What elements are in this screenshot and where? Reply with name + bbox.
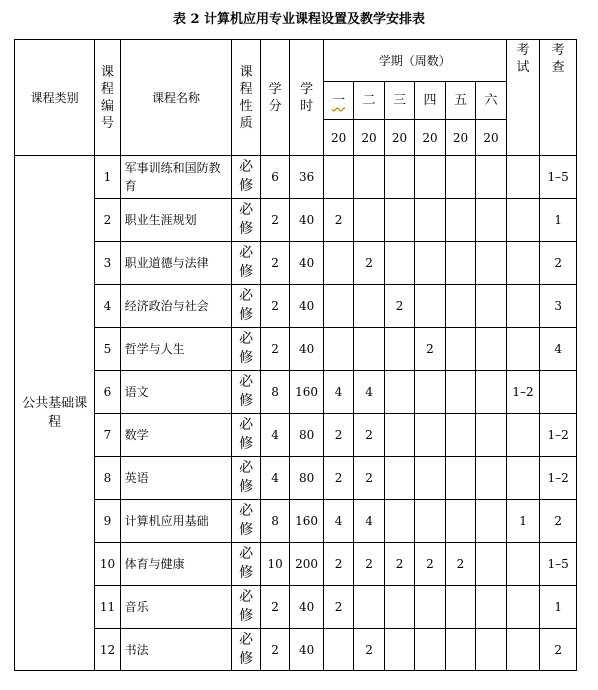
semester-cell-3	[384, 414, 414, 457]
course-credit: 4	[260, 414, 289, 457]
semester-cell-5	[445, 414, 475, 457]
exam-cell	[506, 543, 540, 586]
semester-cell-6	[476, 543, 507, 586]
semester-cell-1: 2	[323, 199, 353, 242]
semester-cell-1	[323, 156, 353, 199]
semester-cell-5: 2	[445, 543, 475, 586]
course-nature	[232, 371, 260, 414]
semester-cell-2: 4	[354, 371, 384, 414]
course-hours: 40	[290, 328, 324, 371]
exam-cell: 1–2	[506, 371, 540, 414]
semester-cell-2: 2	[354, 414, 384, 457]
semester-cell-5	[445, 156, 475, 199]
course-code: 2	[95, 199, 120, 242]
semester-cell-5	[445, 457, 475, 500]
semester-cell-2	[354, 156, 384, 199]
check-cell: 1–2	[540, 414, 577, 457]
semester-cell-3: 2	[384, 285, 414, 328]
course-nature	[232, 629, 260, 671]
semester-weeks-6: 20	[476, 120, 507, 156]
course-nature-text: 必 修	[239, 374, 254, 409]
table-title: 表 2 计算机应用专业课程设置及教学安排表	[172, 12, 426, 27]
course-nature	[232, 543, 260, 586]
course-nature-text: 必 修	[239, 546, 254, 581]
semester-cell-1: 2	[323, 543, 353, 586]
header-credit-text: 学 分	[268, 81, 282, 114]
course-hours: 40	[290, 242, 324, 285]
semester-cell-1: 4	[323, 371, 353, 414]
semester-cell-6	[476, 199, 507, 242]
semester-cell-2: 2	[354, 629, 384, 671]
exam-cell	[506, 328, 540, 371]
semester-cell-3	[384, 586, 414, 629]
table-row	[15, 285, 577, 328]
semester-cell-6	[476, 156, 507, 199]
header-exam	[506, 40, 540, 156]
course-credit: 10	[260, 543, 289, 586]
table-row	[15, 586, 577, 629]
header-category: 课程类别	[15, 40, 95, 156]
semester-cell-5	[445, 586, 475, 629]
semester-label-5: 五	[445, 82, 475, 120]
semester-cell-6	[476, 328, 507, 371]
course-hours: 36	[290, 156, 324, 199]
semester-cell-6	[476, 500, 507, 543]
exam-cell	[506, 199, 540, 242]
course-nature	[232, 242, 260, 285]
check-cell: 2	[540, 500, 577, 543]
semester-cell-5	[445, 199, 475, 242]
semester-cell-2: 4	[354, 500, 384, 543]
semester-cell-5	[445, 371, 475, 414]
course-hours: 40	[290, 629, 324, 671]
semester-cell-4	[415, 285, 445, 328]
course-hours: 160	[290, 500, 324, 543]
course-credit: 8	[260, 500, 289, 543]
course-hours: 160	[290, 371, 324, 414]
semester-cell-1	[323, 242, 353, 285]
table-row	[15, 242, 577, 285]
semester-weeks-1: 20	[323, 120, 353, 156]
semester-label-6: 六	[476, 82, 507, 120]
exam-cell	[506, 629, 540, 671]
semester-cell-3	[384, 328, 414, 371]
semester-cell-1: 2	[323, 414, 353, 457]
check-cell: 2	[540, 242, 577, 285]
check-cell	[540, 371, 577, 414]
course-nature-text: 必 修	[239, 331, 254, 366]
header-credit	[260, 40, 289, 156]
exam-cell	[506, 242, 540, 285]
course-nature-text: 必 修	[239, 589, 254, 624]
course-hours: 80	[290, 414, 324, 457]
semester-cell-4	[415, 500, 445, 543]
semester-cell-2: 2	[354, 457, 384, 500]
course-nature-text: 必 修	[239, 202, 254, 237]
course-name: 计算机应用基础	[120, 500, 232, 543]
course-credit: 8	[260, 371, 289, 414]
semester-cell-2: 2	[354, 242, 384, 285]
semester-cell-4	[415, 629, 445, 671]
course-name: 书法	[120, 629, 232, 671]
table-row	[15, 414, 577, 457]
exam-cell	[506, 414, 540, 457]
course-hours: 80	[290, 457, 324, 500]
semester-cell-4	[415, 156, 445, 199]
header-code	[95, 40, 120, 156]
semester-weeks-2: 20	[354, 120, 384, 156]
course-nature	[232, 500, 260, 543]
semester-cell-1	[323, 328, 353, 371]
course-nature	[232, 457, 260, 500]
semester-cell-6	[476, 371, 507, 414]
semester-cell-3	[384, 156, 414, 199]
exam-cell	[506, 156, 540, 199]
course-hours: 40	[290, 586, 324, 629]
course-credit: 2	[260, 629, 289, 671]
category-cell: 公共基础课程	[15, 156, 95, 671]
course-nature-text: 必 修	[239, 460, 254, 495]
check-cell: 3	[540, 285, 577, 328]
table-row	[15, 500, 577, 543]
course-name: 音乐	[120, 586, 232, 629]
table-row	[15, 543, 577, 586]
header-code-text: 课 程 编 号	[100, 64, 114, 131]
semester-cell-2	[354, 199, 384, 242]
semester-cell-5	[445, 242, 475, 285]
course-nature-text: 必 修	[239, 159, 254, 194]
table-row	[15, 457, 577, 500]
semester-cell-4	[415, 586, 445, 629]
course-code: 3	[95, 242, 120, 285]
exam-cell	[506, 285, 540, 328]
course-credit: 2	[260, 242, 289, 285]
course-nature-text: 必 修	[239, 245, 254, 280]
course-code: 1	[95, 156, 120, 199]
semester-cell-6	[476, 285, 507, 328]
semester-cell-2: 2	[354, 543, 384, 586]
course-hours: 40	[290, 285, 324, 328]
semester-cell-4	[415, 199, 445, 242]
table-row	[15, 371, 577, 414]
check-cell: 1	[540, 586, 577, 629]
semester-cell-2	[354, 586, 384, 629]
semester-cell-3	[384, 242, 414, 285]
course-name: 经济政治与社会	[120, 285, 232, 328]
course-nature-text: 必 修	[239, 631, 254, 667]
header-nature	[232, 40, 260, 156]
course-name: 职业生涯规划	[120, 199, 232, 242]
course-code: 5	[95, 328, 120, 371]
semester-label-1: 一	[323, 82, 353, 120]
exam-cell	[506, 586, 540, 629]
semester-cell-4	[415, 371, 445, 414]
semester-cell-3	[384, 457, 414, 500]
semester-cell-4: 2	[415, 328, 445, 371]
semester-cell-2	[354, 285, 384, 328]
course-credit: 2	[260, 285, 289, 328]
semester-cell-4	[415, 414, 445, 457]
course-code: 4	[95, 285, 120, 328]
course-name: 哲学与人生	[120, 328, 232, 371]
table-row	[15, 156, 577, 199]
table-row	[15, 629, 577, 671]
header-exam-text: 考 试	[516, 43, 530, 75]
header-row-1	[15, 40, 577, 82]
check-cell: 1–5	[540, 543, 577, 586]
course-nature-text: 必 修	[239, 417, 254, 452]
semester-cell-3	[384, 500, 414, 543]
course-name: 职业道德与法律	[120, 242, 232, 285]
course-credit: 6	[260, 156, 289, 199]
check-cell: 2	[540, 629, 577, 671]
header-hours	[290, 40, 324, 156]
semester-cell-2	[354, 328, 384, 371]
semester-cell-1: 2	[323, 586, 353, 629]
header-name: 课程名称	[120, 40, 232, 156]
course-name: 军事训练和国防教育	[120, 156, 232, 199]
semester-weeks-3: 20	[384, 120, 414, 156]
course-schedule-table	[14, 39, 577, 671]
semester-cell-5	[445, 629, 475, 671]
course-code: 8	[95, 457, 120, 500]
course-nature-text: 必 修	[239, 503, 254, 538]
course-code: 9	[95, 500, 120, 543]
semester-weeks-5: 20	[445, 120, 475, 156]
course-nature	[232, 328, 260, 371]
check-cell: 4	[540, 328, 577, 371]
course-hours: 40	[290, 199, 324, 242]
table-row	[15, 328, 577, 371]
course-nature	[232, 156, 260, 199]
course-code: 12	[95, 629, 120, 671]
course-name: 英语	[120, 457, 232, 500]
semester-cell-4	[415, 242, 445, 285]
course-nature	[232, 414, 260, 457]
header-hours-text: 学 时	[300, 81, 314, 114]
check-cell: 1–2	[540, 457, 577, 500]
exam-cell: 1	[506, 500, 540, 543]
semester-cell-6	[476, 586, 507, 629]
course-credit: 4	[260, 457, 289, 500]
semester-cell-5	[445, 328, 475, 371]
semester-cell-3	[384, 629, 414, 671]
course-hours: 200	[290, 543, 324, 586]
semester-cell-6	[476, 629, 507, 671]
semester-cell-6	[476, 457, 507, 500]
semester-cell-3: 2	[384, 543, 414, 586]
semester-label-3: 三	[384, 82, 414, 120]
header-nature-text: 课 程 性 质	[239, 64, 253, 131]
course-credit: 2	[260, 328, 289, 371]
course-nature	[232, 285, 260, 328]
course-credit: 2	[260, 586, 289, 629]
course-code: 6	[95, 371, 120, 414]
course-code: 11	[95, 586, 120, 629]
course-nature	[232, 586, 260, 629]
course-name: 体育与健康	[120, 543, 232, 586]
check-cell: 1	[540, 199, 577, 242]
course-code: 10	[95, 543, 120, 586]
header-semester-group: 学期（周数）	[323, 40, 506, 82]
semester-cell-6	[476, 414, 507, 457]
semester-cell-1	[323, 285, 353, 328]
course-name: 语文	[120, 371, 232, 414]
semester-label-4: 四	[415, 82, 445, 120]
semester-label-2: 二	[354, 82, 384, 120]
header-check	[540, 40, 577, 156]
course-name: 数学	[120, 414, 232, 457]
semester-cell-4	[415, 457, 445, 500]
semester-cell-1: 2	[323, 457, 353, 500]
semester-cell-1: 4	[323, 500, 353, 543]
semester-cell-5	[445, 500, 475, 543]
course-code: 7	[95, 414, 120, 457]
semester-cell-4: 2	[415, 543, 445, 586]
exam-cell	[506, 457, 540, 500]
semester-cell-1	[323, 629, 353, 671]
check-cell: 1–5	[540, 156, 577, 199]
header-check-text: 考 查	[551, 43, 565, 75]
course-nature	[232, 199, 260, 242]
semester-cell-5	[445, 285, 475, 328]
semester-cell-3	[384, 199, 414, 242]
table-row	[15, 199, 577, 242]
semester-cell-6	[476, 242, 507, 285]
semester-weeks-4: 20	[415, 120, 445, 156]
course-credit: 2	[260, 199, 289, 242]
course-nature-text: 必 修	[239, 288, 254, 323]
semester-cell-3	[384, 371, 414, 414]
